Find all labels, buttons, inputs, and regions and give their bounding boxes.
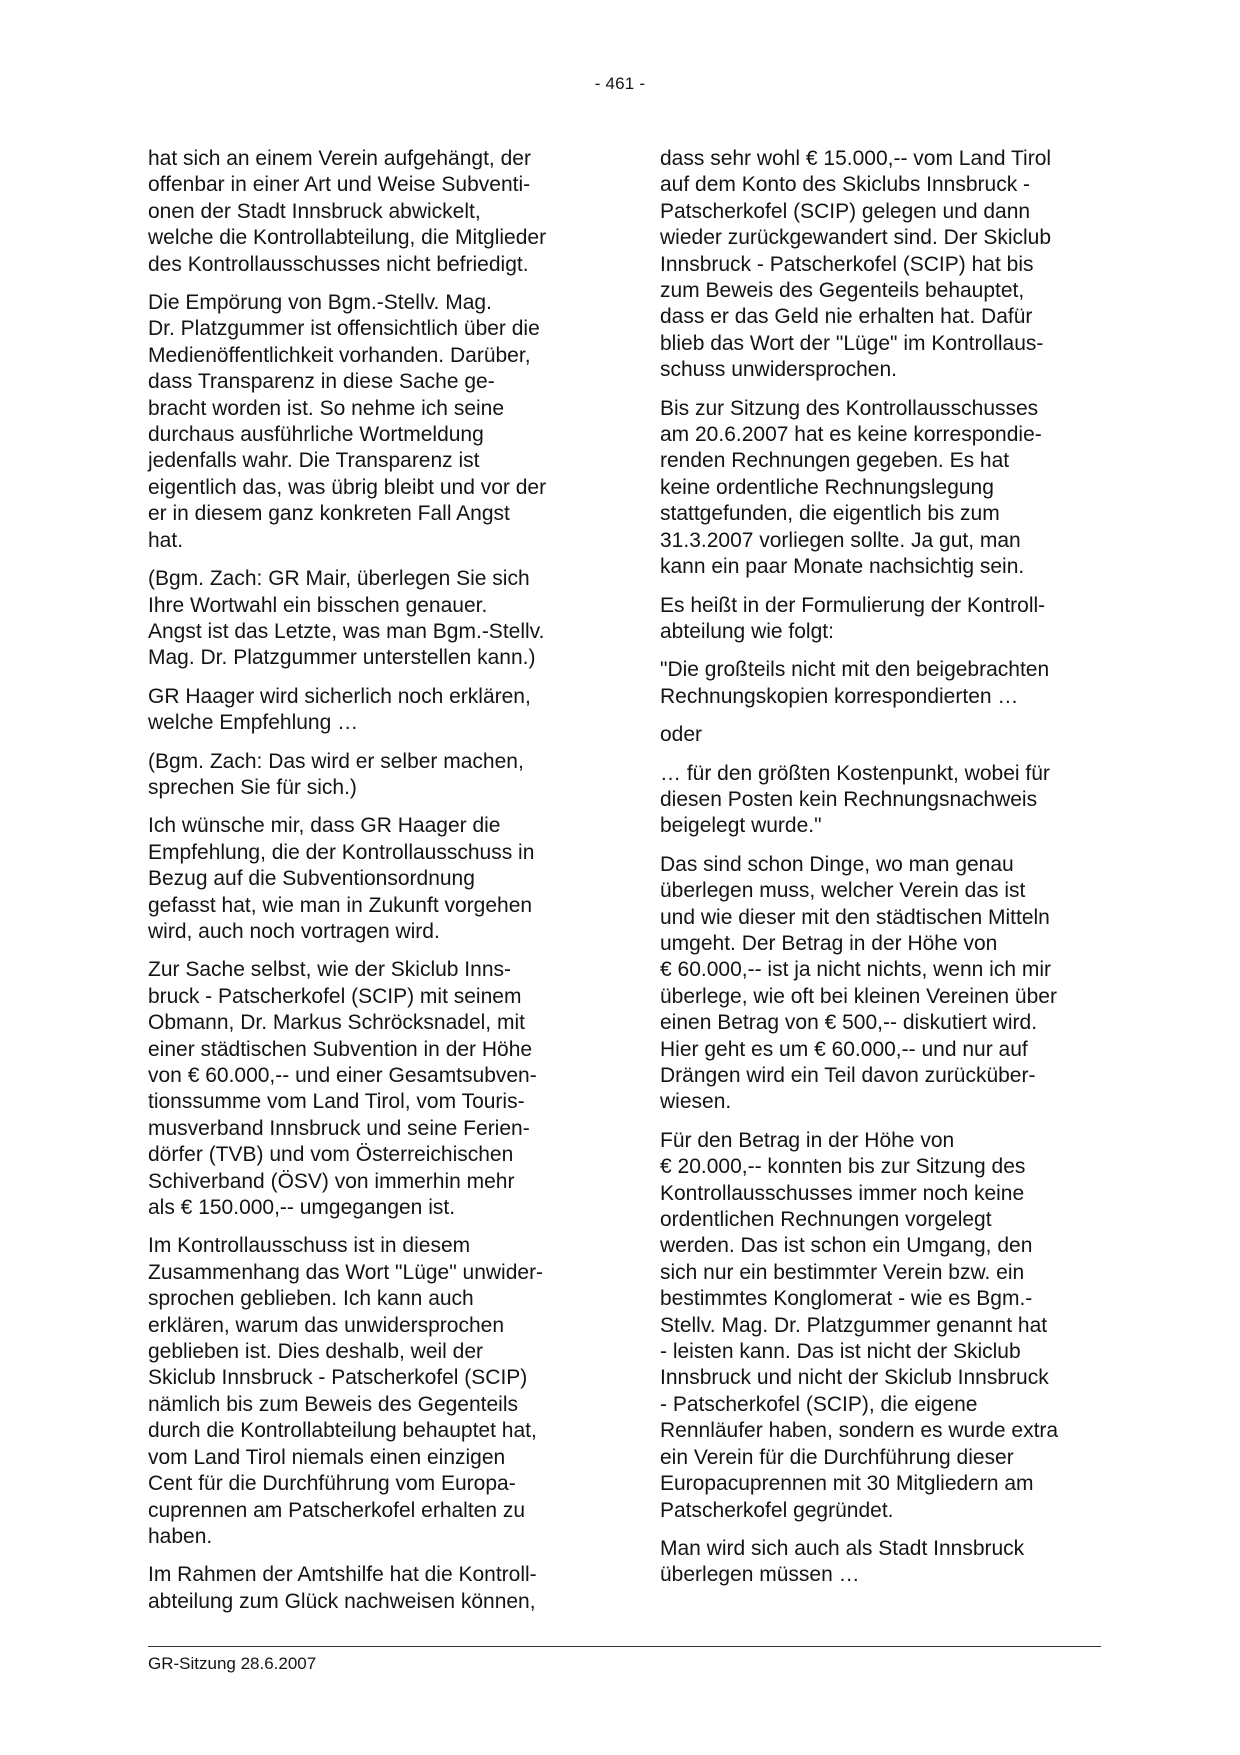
paragraph: Die Empörung von Bgm.-Stellv. Mag. Dr. Platzgummer ist offensichtlich über die Medienöffentlichkeit vorhanden. Darüber, dass Transparenz in diese Sache ge- bracht worden ist. So nehme ich seine durchaus ausführliche Wortmeldung jedenfalls wahr. Die Transparenz ist eigentlich das, was übrig bleibt und vor der er in diesem ganz konkreten Fall Angst hat. <box>148 291 547 552</box>
paragraph: Das sind schon Dinge, wo man genau überlegen muss, welcher Verein das ist und wie dieser mit den städtischen Mitteln umgeht. Der Betrag in der Höhe von € 60.000,-- ist ja nicht nichts, wenn ich mir überlege, wie oft bei kleinen Vereinen über einen Betrag von € 500,-- diskutiert wird. Hier geht es um € 60.000,-- und nur auf Drängen wird ein Teil davon zurücküber- wiesen. <box>660 852 1057 1114</box>
paragraph: Im Kontrollausschuss ist in diesem Zusammenhang das Wort "Lüge" unwider- sprochen geblieben. Ich kann auch erklären, warum das unwidersprochen geblieben ist. Dies deshalb, weil der Skiclub Innsbruck - Patscherkofel (SCIP) nämlich bis zum Beweis des Gegenteils durch die Kontrollabteilung behauptet hat, vom Land Tirol niemals einen einzigen Cent für die Durchführung vom Europa- cuprennen am Patscherkofel erhalten zu haben. <box>148 1234 544 1548</box>
footer-text: GR-Sitzung 28.6.2007 <box>148 1654 317 1673</box>
paragraph: Im Rahmen der Amtshilfe hat die Kontroll- abteilung zum Glück nachweisen können, <box>148 1563 537 1613</box>
quote-paragraph: … für den größten Kostenpunkt, wobei für diesen Posten kein Rechnungsnachweis beigelegt wurde." <box>660 761 1050 838</box>
paragraph: Man wird sich auch als Stadt Innsbruck überlegen müssen … <box>660 1536 1025 1587</box>
paragraph: Zur Sache selbst, wie der Skiclub Inns- bruck - Patscherkofel (SCIP) mit seinem Obmann, Dr. Markus Schröcksnadel, mit einer städtischen Subvention in der Höhe von € 60.000,-- und einer Gesamtsubven- tionssumme vom Land Tirol, vom Touris- musverband Innsbruck und seine Ferien- dörfer (TVB) und vom Österreichischen Schiverband (ÖSV) von immerhin mehr als € 150.000,-- umgegangen ist. <box>148 958 537 1220</box>
footer-divider <box>148 1646 1101 1647</box>
paragraph: Ich wünsche mir, dass GR Haager die Empfehlung, die der Kontrollausschuss in Bezug auf die Subventionsordnung gefasst hat, wie man in Zukunft vorgehen wird, auch noch vortragen wird. <box>148 814 535 943</box>
paragraph: Bis zur Sitzung des Kontrollausschusses am 20.6.2007 hat es keine korrespondie- renden Rechnungen gegeben. Es hat keine ordentliche Rechnungslegung stattgefunden, die eigentlich bis zum 31.3.2007 vorliegen sollte. Ja gut, man kann ein paar Monate nachsichtig sein. <box>660 396 1042 579</box>
paragraph: (Bgm. Zach: GR Mair, überlegen Sie sich Ihre Wortwahl ein bisschen genauer. Angst ist das Letzte, was man Bgm.-Stellv. Mag. Dr. Platzgummer unterstellen kann.) <box>148 567 545 670</box>
paragraph: (Bgm. Zach: Das wird er selber machen, sprechen Sie für sich.) <box>148 749 524 799</box>
paragraph: hat sich an einem Verein aufgehängt, der offenbar in einer Art und Weise Subventi- onen der Stadt Innsbruck abwickelt, welche die Kontrollabteilung, die Mitglieder des Kontrollausschusses nicht befriedigt. <box>148 147 547 276</box>
quote-paragraph: "Die großteils nicht mit den beigebrachten Rechnungskopien korrespondierten … <box>660 658 1050 708</box>
paragraph: oder <box>660 723 703 747</box>
right-column <box>660 146 1105 1601</box>
paragraph: Für den Betrag in der Höhe von € 20.000,-- konnten bis zur Sitzung des Kontrollausschusses immer noch keine ordentlichen Rechnungen vorgelegt werden. Das ist schon ein Umgang, den sich nur ein bestimmter Verein bzw. ein bestimmtes Konglomerat - wie es Bgm.- Stellv. Mag. Dr. Platzgummer genannt hat - leisten kann. Das ist nicht der Skiclub Innsbruck und nicht der Skiclub Innsbruck - Patscherkofel (SCIP), die eigene Rennläufer haben, sondern es wurde extra ein Verein für die Durchführung dieser Europacuprennen mit 30 Mitgliedern am Patscherkofel gegründet. <box>660 1128 1059 1522</box>
page-number: - 461 - <box>594 74 646 93</box>
paragraph: GR Haager wird sicherlich noch erklären, welche Empfehlung … <box>148 684 531 735</box>
paragraph: Es heißt in der Formulierung der Kontroll- abteilung wie folgt: <box>660 593 1046 643</box>
paragraph: dass sehr wohl € 15.000,-- vom Land Tirol auf dem Konto des Skiclubs Innsbruck - Patscherkofel (SCIP) gelegen und dann wieder zurückgewandert sind. Der Skiclub Innsbruck - Patscherkofel (SCIP) hat bis zum Beweis des Gegenteils behauptet, dass er das Geld nie erhalten hat. Dafür blieb das Wort der "Lüge" im Kontrollaus- schuss unwidersprochen. <box>660 147 1052 382</box>
left-column <box>148 146 588 1627</box>
